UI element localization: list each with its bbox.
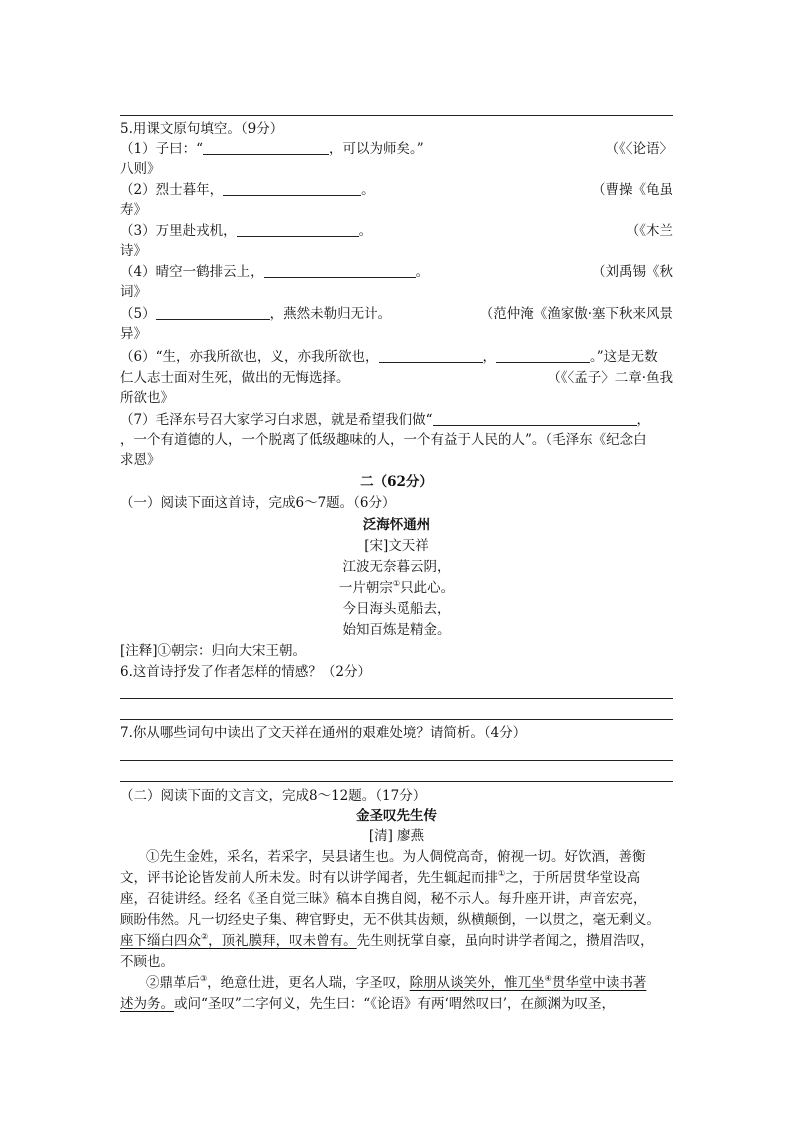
source-6b: 所欲也》: [120, 390, 174, 406]
answer-blank-5[interactable]: [156, 305, 270, 320]
source-4a: （刘禹锡《秋: [592, 264, 673, 280]
source-4b: 词》: [120, 284, 147, 300]
poem-intro: （一）阅读下面这首诗，完成6～7题。（6分）: [120, 495, 396, 511]
answer-line-6b[interactable]: [120, 719, 673, 720]
source-1b: 八则》: [120, 161, 161, 177]
question-6: 6.这首诗抒发了作者怎样的情感？（2分）: [120, 664, 371, 680]
answer-blank-4[interactable]: [264, 263, 416, 278]
para1-line3: 座，召徒讲经。经名《圣自觉三昧》稿本自携自阅，秘不示人。每升座开讲，声音宏亮，: [120, 891, 647, 907]
source-1a: （《〈论语〉: [605, 141, 673, 157]
source-3b: 诗》: [120, 243, 147, 259]
poem-line-4: 始知百炼是精金。: [342, 622, 451, 638]
poem-line-2: 一片朝宗①只此心。: [338, 579, 455, 596]
answer-blank-6a[interactable]: [379, 348, 483, 363]
q5-item-2: （2）烈士暮年， 。 （曹操《龟虽: [120, 182, 673, 198]
answer-line-6a[interactable]: [120, 698, 673, 699]
poem-author: [宋]文天祥: [364, 538, 429, 554]
para1-line1: ①先生金姓，采名，若采字，吴县诸生也。为人倜傥高奇，俯视一切。好饮酒，善衡: [146, 849, 646, 865]
answer-blank-1[interactable]: [203, 140, 329, 155]
q5-item-6-line2: 仁人志士面对生死，做出的无悔选择。 （《〈孟子〉二章·鱼我: [120, 370, 673, 386]
para1-line6: 不顾也。: [120, 954, 174, 970]
underlined-sentence-1: 座下缁白四众②，顶礼膜拜，叹未曾有。: [120, 932, 357, 949]
source-2a: （曹操《龟虽: [592, 182, 673, 198]
para1-line4: 顾盼伟然。凡一切经史子集、稗官野史，无不供其齿颊，纵横颠倒，一以贯之，毫无剩义。: [120, 912, 660, 928]
answer-blank-3[interactable]: [237, 222, 359, 237]
q5-item-7-line3: 求恩》: [120, 452, 161, 468]
q5-item-1: （1）子曰：“ ，可以为师矣。” （《〈论语〉: [120, 141, 673, 157]
prose-author: [清] 廖燕: [368, 828, 425, 844]
poem-note: [注释]①朝宗：归向大宋王朝。: [120, 643, 307, 659]
q5-header: 5.用课文原句填空。（9分）: [120, 121, 284, 137]
top-rule: [120, 115, 673, 116]
poem-line-3: 今日海头觅船去，: [342, 601, 451, 617]
poem-title: 泛海怀通州: [362, 517, 431, 533]
source-2b: 寿》: [120, 202, 147, 218]
answer-blank-6b[interactable]: [496, 348, 590, 363]
question-7: 7.你从哪些词句中读出了文天祥在通州的艰难处境？请简析。（4分）: [120, 725, 527, 741]
answer-line-7b[interactable]: [120, 781, 673, 782]
q5-item-3: （3）万里赴戎机， 。 （《木兰: [120, 223, 673, 239]
underlined-sentence-2a: 除朋从谈笑外，惟兀坐④贯华堂中读书著: [409, 974, 647, 991]
para2-line2: 述为务。或问“圣叹”二字何义，先生曰：“《论语》有两‘喟然叹曰’，在颜渊为叹圣，: [120, 996, 616, 1012]
answer-blank-7[interactable]: [433, 411, 637, 426]
para1-line5: 座下缁白四众②，顶礼膜拜，叹未曾有。先生则抚掌自豪，虽向时讲学者闻之，攒眉浩叹，: [120, 932, 654, 949]
q5-item-7-line2: ，一个有道德的人，一个脱离了低级趣味的人，一个有益于人民的人”。（毛泽东《纪念白: [120, 432, 647, 448]
source-5a: （范仲淹《渔家傲·塞下秋来风景: [479, 306, 673, 322]
prose-title: 金圣叹先生传: [356, 808, 437, 824]
q5-item-5: （5） ，燕然未勒归无计。 （范仲淹《渔家傲·塞下秋来风景: [120, 306, 673, 322]
para2-line1: ②鼎革后③，绝意仕进，更名人瑞，字圣叹，除朋从谈笑外，惟兀坐④贯华堂中读书著: [146, 974, 647, 991]
q5-item-4: （4）晴空一鹤排云上， 。 （刘禹锡《秋: [120, 264, 673, 280]
poem-line-1: 江波无奈暮云阴，: [342, 559, 451, 575]
source-3a: （《木兰: [625, 223, 673, 239]
section-2-title: 二（62分）: [360, 474, 433, 490]
q5-item-6: （6）“生，亦我所欲也，义，亦我所欲也， ， 。”这是无数: [120, 349, 658, 365]
source-5b: 异》: [120, 326, 147, 342]
answer-blank-2[interactable]: [223, 181, 361, 196]
para1-line2: 文，评书论论皆发前人所未发。时有以讲学闻者，先生辄起而排①之，于所居贯华堂设高: [120, 869, 641, 886]
note-mark: ①: [392, 579, 401, 588]
prose-intro: （二）阅读下面的文言文，完成8～12题。（17分）: [120, 788, 427, 804]
source-6a: （《〈孟子〉二章·鱼我: [547, 370, 673, 386]
underlined-sentence-2b: 述为务。: [120, 996, 174, 1012]
answer-line-7a[interactable]: [120, 760, 673, 761]
q5-item-7: （7）毛泽东号召大家学习白求恩，就是希望我们做“ ，: [120, 412, 650, 428]
